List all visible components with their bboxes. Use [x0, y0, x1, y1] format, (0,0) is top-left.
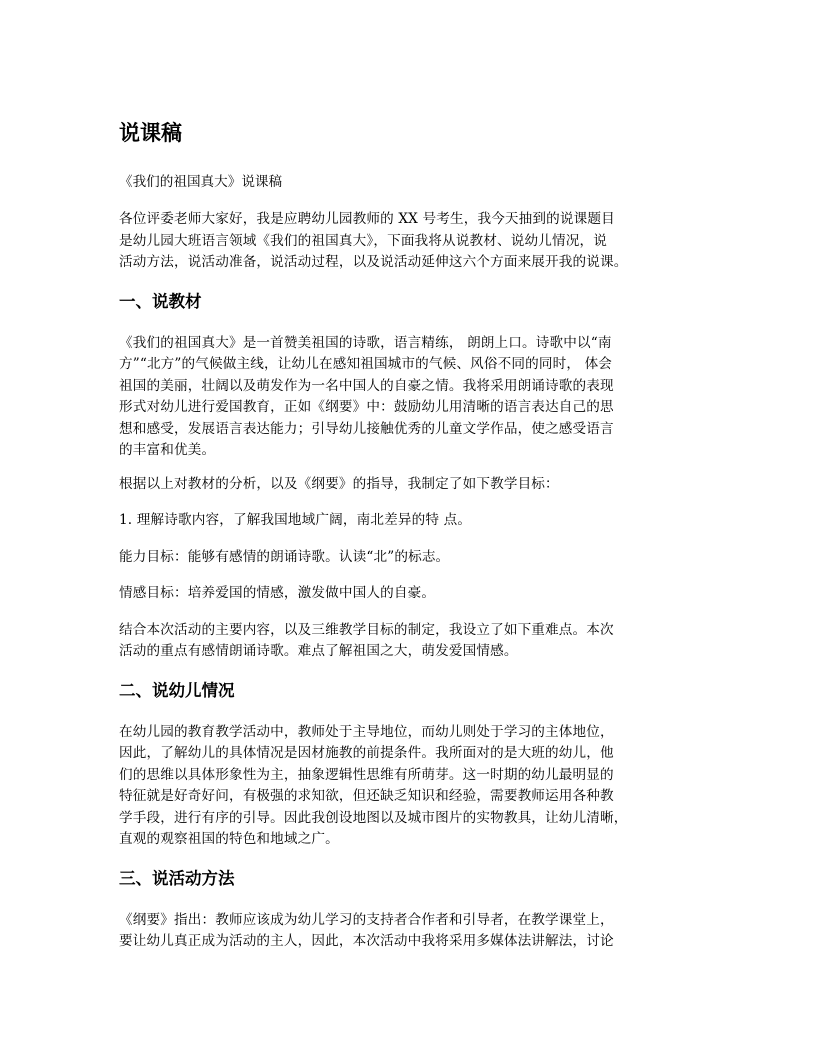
- text-line: 想和感受，发展语言表达能力；引导幼儿接触优秀的儿童文学作品，使之感受语言: [119, 420, 614, 437]
- text-line: 《纲要》指出：教师应该成为幼儿学习的支持者合作者和引导者，在教学课堂上，: [119, 911, 614, 928]
- text-line: 是幼儿园大班语言领域《我们的祖国真大》，下面我将从说教材、说幼儿情况，说: [119, 232, 607, 249]
- section-heading-children-situation: 二、说幼儿情况: [119, 680, 235, 700]
- text-line: 因此，了解幼儿的具体情况是因材施教的前提条件。我所面对的是大班的幼儿，他: [119, 745, 614, 761]
- text-line: 要让幼儿真正成为活动的主人，因此，本次活动中我将采用多媒体法讲解法，讨论: [119, 933, 614, 949]
- lesson-subtitle: 《我们的祖国真大》说课稿: [119, 174, 283, 190]
- document-page: [119, 118, 709, 965]
- text-line: 结合本次活动的主要内容，以及三维教学目标的制定，我设立了如下重难点。本次: [119, 621, 614, 638]
- section-heading-activity-method: 三、说活动方法: [119, 868, 235, 888]
- text-line: 们的思维以具体形象性为主，抽象逻辑性思维有所萌芽。这一时期的幼儿最明显的: [119, 766, 614, 783]
- text-line: 情感目标：培养爱国的情感，激发做中国人的自豪。: [119, 585, 436, 601]
- text-line: 能力目标：能够有感情的朗诵诗歌。认读“北”的标志。: [119, 548, 450, 565]
- ability-goal: [119, 547, 709, 569]
- text-line: 根据以上对教材的分析，以及《纲要》的指导，我制定了如下教学目标：: [119, 475, 559, 492]
- section-paragraph: [119, 333, 709, 462]
- teaching-goal-item: [119, 510, 709, 532]
- text-line: 在幼儿园的教育教学活动中，教师处于主导地位，而幼儿则处于学习的主体地位，: [119, 723, 614, 740]
- section-paragraph: [119, 620, 709, 663]
- text-line: 《我们的祖国真大》是一首赞美祖国的诗歌，语言精练， 朗朗上口。诗歌中以“南: [119, 334, 612, 351]
- text-line: 方”“北方”的气候做主线，让幼儿在感知祖国城市的气候、风俗不同的同时， 体会: [119, 356, 613, 372]
- section-paragraph: [119, 722, 709, 851]
- emotion-goal: [119, 583, 709, 605]
- intro-paragraph: [119, 209, 709, 274]
- text-line: 祖国的美丽，壮阔以及萌发作为一名中国人的自豪之情。我将采用朗诵诗歌的表现: [119, 377, 614, 394]
- text-line: 学手段，进行有序的引导。因此我创设地图以及城市图片的实物教具，让幼儿清晰，: [119, 809, 628, 826]
- text-line: 1. 理解诗歌内容，了解我国地域广阔，南北差异的特 点。: [119, 512, 472, 528]
- document-title: 说课稿: [119, 121, 182, 145]
- text-line: 特征就是好奇好问，有极强的求知欲，但还缺乏知识和经验，需要教师运用各种教: [119, 788, 614, 804]
- section-paragraph: [119, 910, 709, 953]
- text-line: 直观的观察祖国的特色和地域之广。: [119, 831, 339, 847]
- text-line: 各位评委老师大家好，我是应聘幼儿园教师的 XX 号考生，我今天抽到的说课题目: [119, 211, 615, 227]
- section-paragraph: [119, 474, 709, 496]
- text-line: 活动方法，说活动准备，说活动过程，以及说活动延伸这六个方面来展开我的说课。: [119, 254, 628, 270]
- text-line: 形式对幼儿进行爱国教育，正如《纲要》中：鼓励幼儿用清晰的语言表达自己的思: [119, 399, 614, 415]
- text-line: 的丰富和优美。: [119, 442, 216, 458]
- text-line: 活动的重点有感情朗诵诗歌。难点了解祖国之大，萌发爱国情感。: [119, 643, 518, 659]
- section-heading-teaching-material: 一、说教材: [119, 291, 202, 311]
